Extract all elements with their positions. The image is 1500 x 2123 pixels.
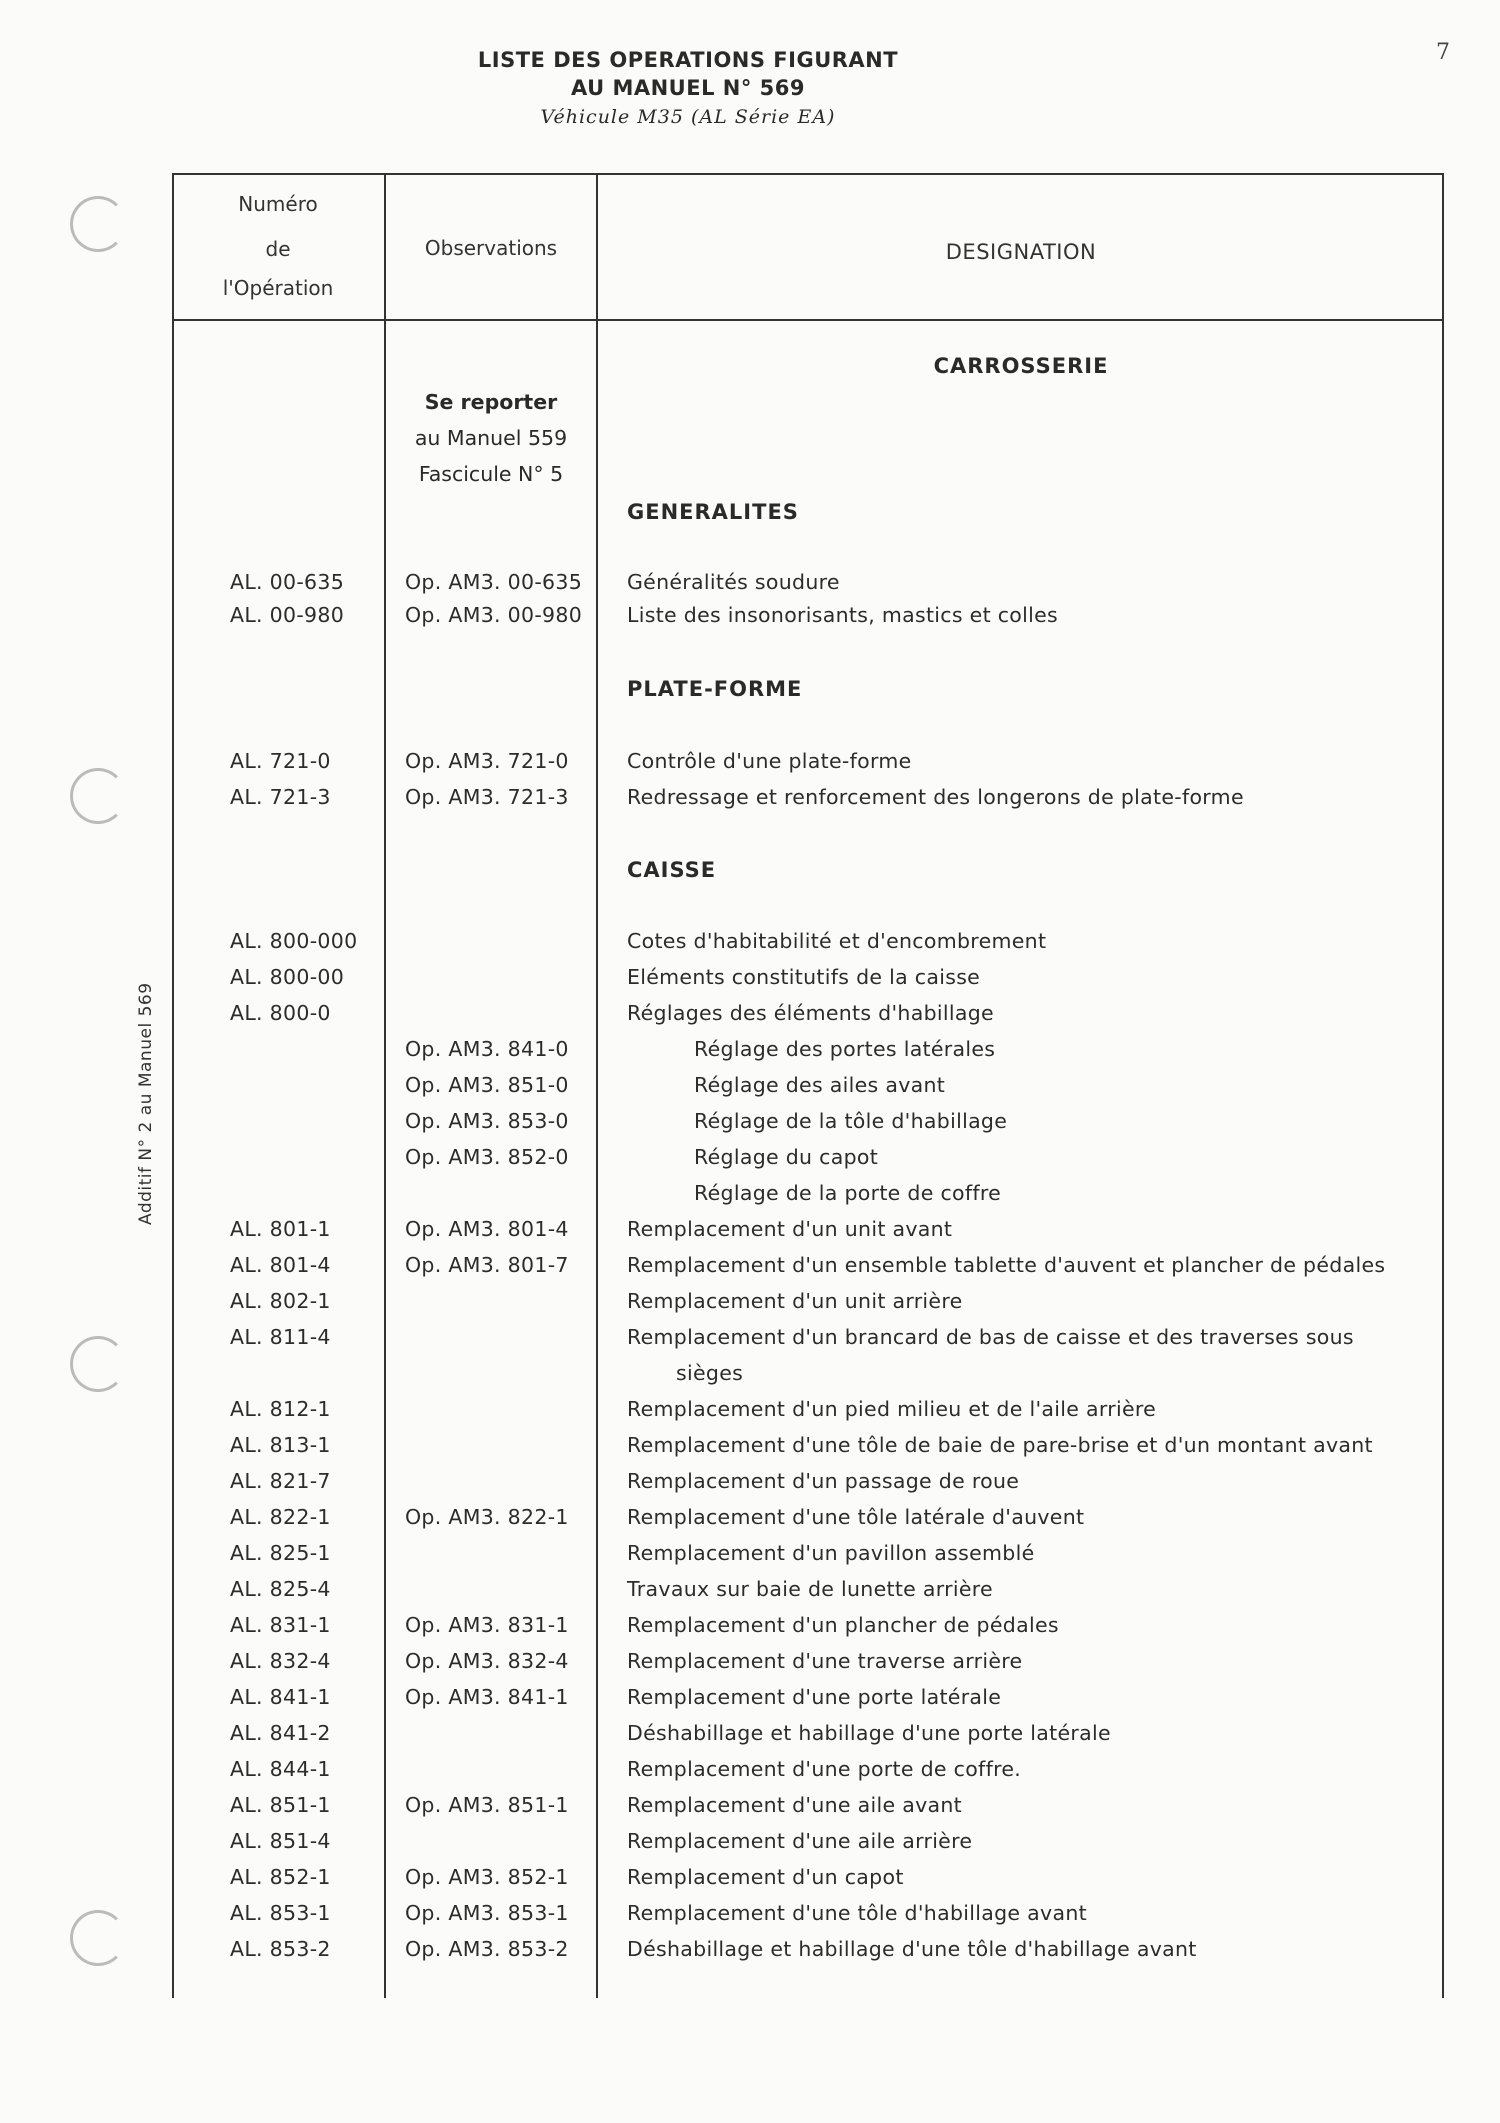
operation-designation: Déshabillage et habillage d'une porte latérale bbox=[627, 1721, 1111, 1745]
operation-observation: Op. AM3. 851-0 bbox=[405, 1073, 569, 1097]
operation-observation: Op. AM3. 841-1 bbox=[405, 1685, 569, 1709]
page-number: 7 bbox=[1436, 40, 1450, 65]
operation-designation: Remplacement d'une porte de coffre. bbox=[627, 1757, 1022, 1781]
table-top-border bbox=[172, 173, 1444, 175]
operation-observation: Op. AM3. 852-0 bbox=[405, 1145, 569, 1169]
operation-number: AL. 801-4 bbox=[230, 1253, 331, 1277]
table-left-border bbox=[172, 173, 174, 1998]
section-carrosserie: CARROSSERIE bbox=[933, 354, 1109, 378]
obs-note-line3: Fascicule N° 5 bbox=[418, 462, 564, 486]
operation-observation: Op. AM3. 721-0 bbox=[405, 749, 569, 773]
operation-designation: Remplacement d'un ensemble tablette d'auvent et plancher de pédales bbox=[627, 1253, 1386, 1277]
operation-number: AL. 812-1 bbox=[230, 1397, 331, 1421]
obs-note-line1: Se reporter bbox=[424, 390, 558, 414]
operation-observation: Op. AM3. 822-1 bbox=[405, 1505, 569, 1529]
operation-number: AL. 844-1 bbox=[230, 1757, 331, 1781]
operation-designation: Généralités soudure bbox=[627, 570, 840, 594]
operation-observation: Op. AM3. 801-7 bbox=[405, 1253, 569, 1277]
operation-designation: Eléments constitutifs de la caisse bbox=[627, 965, 981, 989]
operation-number: AL. 813-1 bbox=[230, 1433, 331, 1457]
column-header-number bbox=[172, 182, 384, 311]
document-title-line2: AU MANUEL N° 569 bbox=[570, 76, 805, 100]
operation-designation: sièges bbox=[676, 1361, 744, 1385]
operation-designation: Réglage des ailes avant bbox=[694, 1073, 946, 1097]
operation-observation: Op. AM3. 852-1 bbox=[405, 1865, 569, 1889]
column-divider bbox=[596, 173, 598, 1998]
operation-number: AL. 822-1 bbox=[230, 1505, 331, 1529]
operation-observation: Op. AM3. 851-1 bbox=[405, 1793, 569, 1817]
operation-number: AL. 851-4 bbox=[230, 1829, 331, 1853]
operation-designation: Réglage de la tôle d'habillage bbox=[694, 1109, 1008, 1133]
column-header-observations: Observations bbox=[424, 236, 558, 260]
operation-designation: Réglage des portes latérales bbox=[694, 1037, 996, 1061]
operation-number: AL. 802-1 bbox=[230, 1289, 331, 1313]
operation-observation: Op. AM3. 721-3 bbox=[405, 785, 569, 809]
operation-designation: Remplacement d'un capot bbox=[627, 1865, 904, 1889]
operation-observation: Op. AM3. 00-980 bbox=[405, 603, 583, 627]
operation-number: AL. 825-4 bbox=[230, 1577, 331, 1601]
side-note: Additif N° 2 au Manuel 569 bbox=[136, 982, 156, 1225]
operation-observation: Op. AM3. 831-1 bbox=[405, 1613, 569, 1637]
operation-observation: Op. AM3. 832-4 bbox=[405, 1649, 569, 1673]
table-right-border bbox=[1442, 173, 1444, 1998]
operation-observation: Op. AM3. 853-2 bbox=[405, 1937, 569, 1961]
section-caisse: CAISSE bbox=[627, 858, 717, 882]
operation-designation: Redressage et renforcement des longerons de plate-forme bbox=[627, 785, 1244, 809]
operation-observation: Op. AM3. 853-1 bbox=[405, 1901, 569, 1925]
operation-number: AL. 800-0 bbox=[230, 1001, 331, 1025]
operation-designation: Remplacement d'une tôle d'habillage avant bbox=[627, 1901, 1087, 1925]
operation-designation: Remplacement d'un brancard de bas de caisse et des traverses sous bbox=[627, 1325, 1354, 1349]
operation-designation: Remplacement d'une aile avant bbox=[627, 1793, 963, 1817]
operation-designation: Remplacement d'une aile arrière bbox=[627, 1829, 973, 1853]
operation-number: AL. 841-1 bbox=[230, 1685, 331, 1709]
section-plate-forme: PLATE-FORME bbox=[627, 677, 803, 701]
operation-designation: Remplacement d'un passage de roue bbox=[627, 1469, 1020, 1493]
operation-designation: Déshabillage et habillage d'une tôle d'habillage avant bbox=[627, 1937, 1197, 1961]
operation-designation: Remplacement d'un unit avant bbox=[627, 1217, 953, 1241]
operation-number: AL. 852-1 bbox=[230, 1865, 331, 1889]
operation-designation: Liste des insonorisants, mastics et colles bbox=[627, 603, 1059, 627]
operation-observation: Op. AM3. 853-0 bbox=[405, 1109, 569, 1133]
operation-designation: Remplacement d'une porte latérale bbox=[627, 1685, 1002, 1709]
operation-designation: Réglage du capot bbox=[694, 1145, 879, 1169]
operation-designation: Réglages des éléments d'habillage bbox=[627, 1001, 994, 1025]
operation-designation: Cotes d'habitabilité et d'encombrement bbox=[627, 929, 1047, 953]
document-title: LISTE DES OPERATIONS FIGURANT bbox=[477, 48, 899, 72]
operation-number: AL. 853-2 bbox=[230, 1937, 331, 1961]
obs-note-line2: au Manuel 559 bbox=[414, 426, 568, 450]
operation-designation: Remplacement d'une traverse arrière bbox=[627, 1649, 1023, 1673]
operation-number: AL. 821-7 bbox=[230, 1469, 331, 1493]
operation-number: AL. 00-635 bbox=[230, 570, 345, 594]
operation-designation: Remplacement d'un pavillon assemblé bbox=[627, 1541, 1035, 1565]
column-header-number-line3: l'Opération bbox=[222, 276, 334, 300]
operation-observation: Op. AM3. 801-4 bbox=[405, 1217, 569, 1241]
punch-hole-icon bbox=[70, 196, 126, 252]
operation-number: AL. 721-3 bbox=[230, 785, 331, 809]
punch-hole-icon bbox=[70, 1336, 126, 1392]
operation-number: AL. 841-2 bbox=[230, 1721, 331, 1745]
operation-number: AL. 721-0 bbox=[230, 749, 331, 773]
operation-number: AL. 801-1 bbox=[230, 1217, 331, 1241]
operation-number: AL. 800-00 bbox=[230, 965, 345, 989]
table-header-border bbox=[172, 319, 1444, 321]
operation-observation: Op. AM3. 841-0 bbox=[405, 1037, 569, 1061]
operation-number: AL. 851-1 bbox=[230, 1793, 331, 1817]
operation-number: AL. 00-980 bbox=[230, 603, 345, 627]
column-header-number-line2: de bbox=[265, 237, 291, 261]
operation-number: AL. 825-1 bbox=[230, 1541, 331, 1565]
operation-number: AL. 832-4 bbox=[230, 1649, 331, 1673]
operation-observation: Op. AM3. 00-635 bbox=[405, 570, 583, 594]
document-subtitle: Véhicule M35 (AL Série EA) bbox=[540, 106, 836, 128]
operation-designation: Réglage de la porte de coffre bbox=[694, 1181, 1002, 1205]
punch-hole-icon bbox=[70, 768, 126, 824]
operation-designation: Contrôle d'une plate-forme bbox=[627, 749, 912, 773]
operation-number: AL. 853-1 bbox=[230, 1901, 331, 1925]
operation-number: AL. 831-1 bbox=[230, 1613, 331, 1637]
operation-designation: Remplacement d'un unit arrière bbox=[627, 1289, 963, 1313]
column-header-number-line1: Numéro bbox=[238, 192, 318, 216]
operation-designation: Remplacement d'un pied milieu et de l'aile arrière bbox=[627, 1397, 1157, 1421]
section-generalites: GENERALITES bbox=[627, 500, 799, 524]
operation-designation: Remplacement d'une tôle de baie de pare-brise et d'un montant avant bbox=[627, 1433, 1373, 1457]
operation-designation: Remplacement d'un plancher de pédales bbox=[627, 1613, 1059, 1637]
operation-designation: Remplacement d'une tôle latérale d'auvent bbox=[627, 1505, 1085, 1529]
column-header-designation: DESIGNATION bbox=[945, 240, 1097, 264]
operation-designation: Travaux sur baie de lunette arrière bbox=[627, 1577, 993, 1601]
punch-hole-icon bbox=[70, 1910, 126, 1966]
operation-number: AL. 811-4 bbox=[230, 1325, 331, 1349]
operation-number: AL. 800-000 bbox=[230, 929, 358, 953]
